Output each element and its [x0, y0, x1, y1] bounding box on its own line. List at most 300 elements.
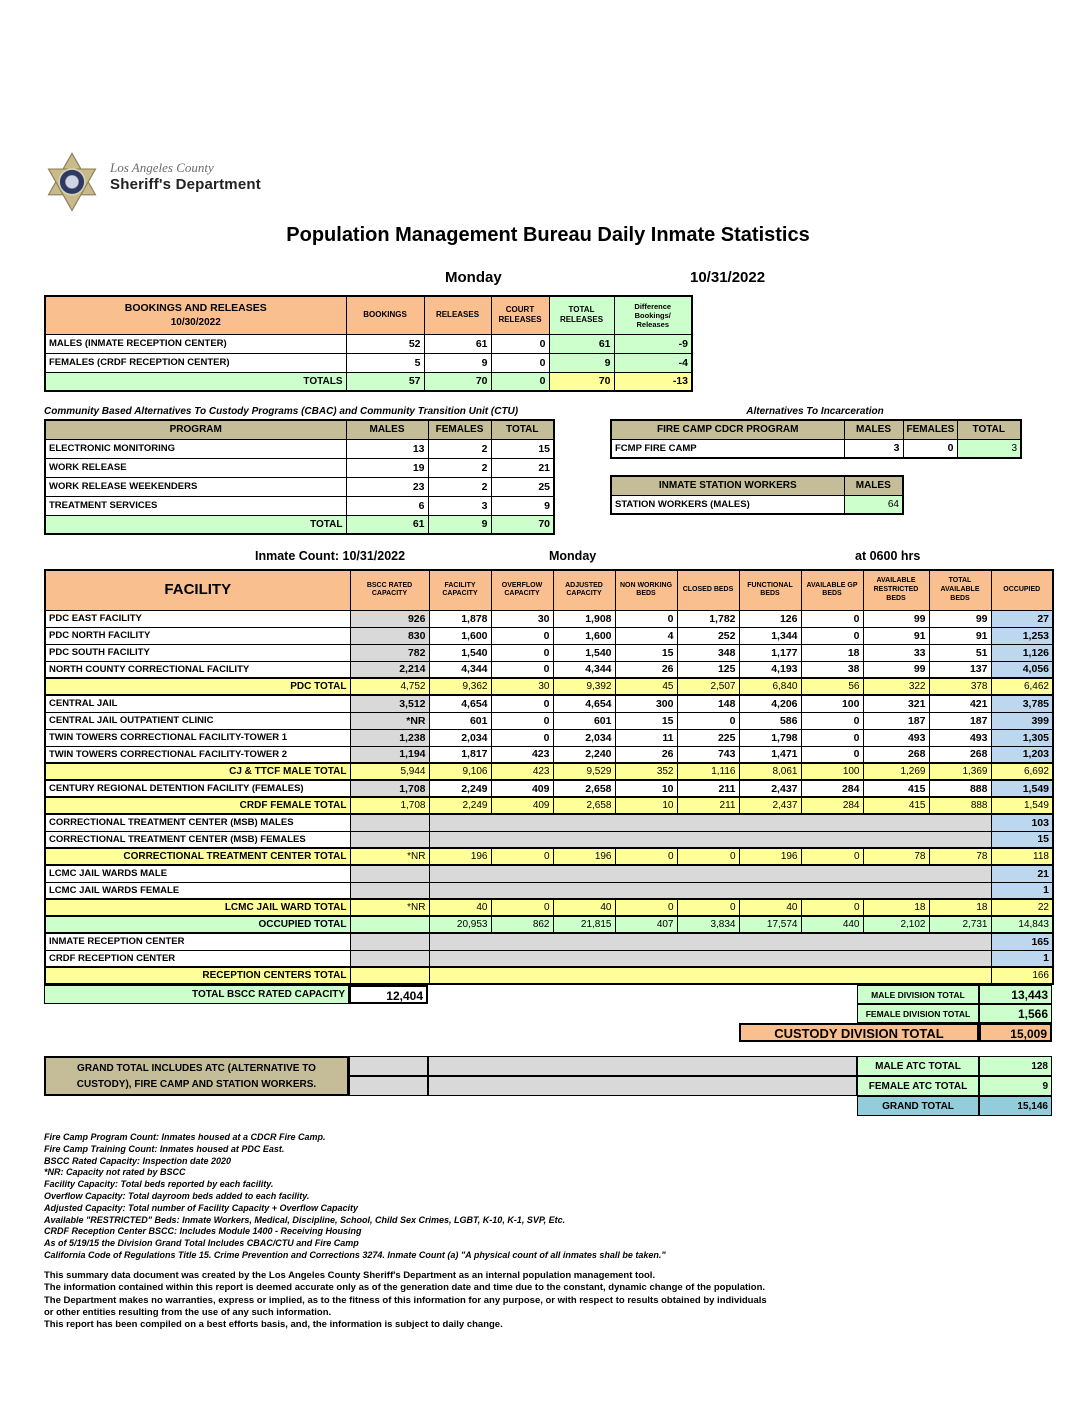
facility-cell: 137: [929, 661, 991, 678]
facility-total-row: [45, 678, 1053, 695]
facility-label: PDC NORTH FACILITY: [45, 627, 350, 644]
inmate-count-date: Inmate Count: 10/31/2022: [255, 549, 406, 563]
fire-camp-table: [610, 419, 1022, 459]
facility-total-cell: 423: [491, 763, 553, 780]
facility-cell: 1,817: [429, 746, 491, 763]
bookings-totals-cell: 57: [346, 372, 424, 391]
cbac-program-label: TREATMENT SERVICES: [45, 496, 346, 515]
facility-total-cell: 9,106: [429, 763, 491, 780]
facility-total-cell: 100: [801, 763, 863, 780]
custody-division-row: [44, 1023, 1052, 1042]
bookings-row: [45, 353, 692, 372]
facility-total-bscc: *NR: [350, 848, 429, 865]
facility-cell: 421: [929, 695, 991, 712]
facility-bscc-capacity: [350, 950, 429, 967]
facility-total-cell: 17,574: [739, 916, 801, 933]
inmate-count-day: Monday: [549, 549, 597, 563]
facility-cell: 99: [929, 610, 991, 627]
cbac-title: Community Based Alternatives To Custody Programs (CBAC) and Community Transition Unit (CTU): [44, 406, 519, 417]
facility-total-cell: 0: [491, 848, 553, 865]
footnote-line: Adjusted Capacity: Total number of Facility Capacity + Overflow Capacity: [44, 1202, 358, 1213]
male-division-total-value: 13,443: [979, 985, 1052, 1004]
facility-cell: 15: [615, 644, 677, 661]
column-header-station-workers: INMATE STATION WORKERS: [611, 476, 844, 495]
cbac-totals-label: TOTAL: [45, 515, 346, 534]
inmate-count-header: [44, 549, 1052, 567]
facility-total-cell: 0: [677, 848, 739, 865]
facility-label: CENTRAL JAIL OUTPATIENT CLINIC: [45, 712, 350, 729]
bookings-row-label: FEMALES (CRDF RECEPTION CENTER): [45, 353, 346, 372]
facility-cell: 493: [863, 729, 929, 746]
facility-cell: 211: [677, 780, 739, 797]
bookings-cell: 0: [491, 334, 549, 353]
bookings-table-title: [45, 296, 346, 334]
facility-occupied: 3,785: [991, 695, 1053, 712]
facility-cell: 586: [739, 712, 801, 729]
facility-cell: 0: [615, 610, 677, 627]
bookings-cell: 0: [491, 353, 549, 372]
column-header-total-available-beds: TOTAL AVAILABLE BEDS: [929, 570, 991, 610]
facility-total-occupied: 1,549: [991, 797, 1053, 814]
facility-merged-span: [429, 967, 991, 984]
cbac-cell: 21: [491, 458, 554, 477]
facility-total-cell: 0: [801, 848, 863, 865]
facility-cell: 4,193: [739, 661, 801, 678]
facility-cell: 493: [929, 729, 991, 746]
facility-total-cell: 40: [553, 899, 615, 916]
facility-occupied: 15: [991, 831, 1053, 848]
facility-row: [45, 746, 1053, 763]
column-header-facility-capacity: FACILITY CAPACITY: [429, 570, 491, 610]
female-atc-total-label: FEMALE ATC TOTAL: [857, 1076, 979, 1096]
footnote-line: BSCC Rated Capacity: Inspection date 2020: [44, 1155, 232, 1166]
bookings-totals-label: TOTALS: [45, 372, 346, 391]
male-atc-total-value: 128: [979, 1056, 1052, 1076]
facility-total-cell: 45: [615, 678, 677, 695]
facility-total-cell: 1,269: [863, 763, 929, 780]
facility-total-bscc: *NR: [350, 899, 429, 916]
facility-cell: 91: [863, 627, 929, 644]
footnote-line: Available "RESTRICTED" Beds: Inmate Workers, Medical, Discipline, School, Child Sex Crimes, LGBT, K-10, K-1, SVP, Etc.: [44, 1214, 566, 1225]
total-bscc-row: [44, 985, 1052, 1004]
facility-total-label: CORRECTIONAL TREATMENT CENTER TOTAL: [45, 848, 350, 865]
facility-label: NORTH COUNTY CORRECTIONAL FACILITY: [45, 661, 350, 678]
column-header-program: PROGRAM: [45, 420, 346, 439]
facility-total-cell: 78: [863, 848, 929, 865]
facility-cell: 1,471: [739, 746, 801, 763]
facility-cell: 1,600: [553, 627, 615, 644]
total-bscc-value: 12,404: [349, 985, 428, 1004]
facility-total-cell: 8,061: [739, 763, 801, 780]
facility-label: LCMC JAIL WARDS FEMALE: [45, 882, 350, 899]
fire-camp-label: FCMP FIRE CAMP: [611, 439, 844, 458]
facility-cell: 33: [863, 644, 929, 661]
cbac-table: [44, 419, 555, 535]
facility-total-bscc: 1,708: [350, 797, 429, 814]
bookings-cell: 9: [424, 353, 491, 372]
facility-cell: 38: [801, 661, 863, 678]
facility-total-cell: 378: [929, 678, 991, 695]
facility-total-cell: 2,102: [863, 916, 929, 933]
spacer: [349, 1096, 428, 1116]
grand-total-value: 15,146: [979, 1096, 1052, 1116]
footnotes: [44, 1132, 1052, 1262]
facility-occupied: 1,305: [991, 729, 1053, 746]
column-header-non-working-beds: NON WORKING BEDS: [615, 570, 677, 610]
facility-row: [45, 712, 1053, 729]
spacer: [428, 1096, 857, 1116]
column-header-overflow-capacity: OVERFLOW CAPACITY: [491, 570, 553, 610]
facility-cell: 11: [615, 729, 677, 746]
column-header-males: MALES: [844, 476, 903, 495]
station-workers-row: [611, 495, 903, 514]
facility-occupied: 21: [991, 865, 1053, 882]
sheriff-star-logo-icon: [44, 152, 100, 214]
facility-total-cell: 78: [929, 848, 991, 865]
facility-label: INMATE RECEPTION CENTER: [45, 933, 350, 950]
column-header-available-gp-beds: AVAILABLE GP BEDS: [801, 570, 863, 610]
facility-total-cell: 3,834: [677, 916, 739, 933]
weekday-label: Monday: [445, 269, 502, 286]
facility-total-cell: 9,362: [429, 678, 491, 695]
facility-total-cell: 0: [801, 899, 863, 916]
facility-row: [45, 695, 1053, 712]
facility-cell: 4,344: [429, 661, 491, 678]
facility-cell: 1,878: [429, 610, 491, 627]
female-atc-total-value: 9: [979, 1076, 1052, 1096]
cbac-cell: 9: [491, 496, 554, 515]
footnote-line: California Code of Regulations Title 15. Crime Prevention and Corrections 3274. Inmate Count (a) "A physical count of all inmates shall be taken.": [44, 1249, 666, 1260]
facility-total-cell: 211: [677, 797, 739, 814]
facility-bscc-capacity: 3,512: [350, 695, 429, 712]
facility-cell: 99: [863, 661, 929, 678]
footnote-line: Facility Capacity: Total beds reported by each facility.: [44, 1179, 274, 1190]
facility-total-bscc: [350, 916, 429, 933]
facility-row: [45, 950, 1053, 967]
facility-total-cell: 40: [429, 899, 491, 916]
facility-total-cell: 1,116: [677, 763, 739, 780]
facility-row: [45, 729, 1053, 746]
facility-row: [45, 644, 1053, 661]
facility-total-cell: 440: [801, 916, 863, 933]
facility-cell: 99: [863, 610, 929, 627]
custody-division-total-value: 15,009: [979, 1023, 1052, 1042]
disclaimer-line: This report has been compiled on a best efforts basis, and, the information is subject to daily change.: [44, 1319, 503, 1331]
facility-total-cell: 2,437: [739, 797, 801, 814]
facility-cell: 300: [615, 695, 677, 712]
footnote-line: Fire Camp Program Count: Inmates housed at a CDCR Fire Camp.: [44, 1132, 326, 1142]
facility-cell: 348: [677, 644, 739, 661]
disclaimer-line: The information contained within this report is deemed accurate only as of the generation date and time due to the constant, dynamic change of the population.: [44, 1282, 766, 1294]
female-division-total-value: 1,566: [979, 1004, 1052, 1023]
facility-cell: 4,344: [553, 661, 615, 678]
facility-label: CRDF RECEPTION CENTER: [45, 950, 350, 967]
facility-total-cell: 407: [615, 916, 677, 933]
cbac-cell: 23: [346, 477, 428, 496]
facility-total-cell: 196: [553, 848, 615, 865]
facility-label: CENTRAL JAIL: [45, 695, 350, 712]
facility-total-row: [45, 967, 1053, 984]
facility-bscc-capacity: 1,194: [350, 746, 429, 763]
facility-total-cell: 9,529: [553, 763, 615, 780]
facility-label: CORRECTIONAL TREATMENT CENTER (MSB) MALES: [45, 814, 350, 831]
facility-cell: 409: [491, 780, 553, 797]
bookings-releases-table: [44, 295, 693, 392]
facility-cell: 0: [801, 746, 863, 763]
facility-total-cell: 284: [801, 797, 863, 814]
facility-total-occupied: 118: [991, 848, 1053, 865]
facility-cell: 0: [491, 712, 553, 729]
facility-cell: 321: [863, 695, 929, 712]
footnote-line: Fire Camp Training Count: Inmates housed at PDC East.: [44, 1143, 285, 1154]
facility-label: CORRECTIONAL TREATMENT CENTER (MSB) FEMALES: [45, 831, 350, 848]
facility-total-cell: 40: [739, 899, 801, 916]
facility-cell: 10: [615, 780, 677, 797]
facility-total-occupied: 6,462: [991, 678, 1053, 695]
column-header-facility: FACILITY: [45, 570, 350, 610]
bookings-cell: 5: [346, 353, 424, 372]
facility-total-row: [45, 848, 1053, 865]
facility-cell: 268: [929, 746, 991, 763]
facility-occupied: 1: [991, 882, 1053, 899]
footnote-line: CRDF Reception Center BSCC: Includes Module 1400 - Receiving Housing: [44, 1226, 362, 1237]
column-header-bookings: BOOKINGS: [346, 296, 424, 334]
column-header-functional-beds: FUNCTIONAL BEDS: [739, 570, 801, 610]
cbac-totals-cell: 9: [428, 515, 491, 534]
facility-cell: 1,600: [429, 627, 491, 644]
facility-row: [45, 882, 1053, 899]
facility-label: TWIN TOWERS CORRECTIONAL FACILITY-TOWER 1: [45, 729, 350, 746]
disclaimer-line: or other entities resulting from the use of any such information.: [44, 1306, 332, 1318]
facility-cell: 4,654: [429, 695, 491, 712]
spacer: [44, 1096, 349, 1116]
facility-row: [45, 627, 1053, 644]
cbac-program-label: WORK RELEASE: [45, 458, 346, 477]
facility-cell: 91: [929, 627, 991, 644]
facility-cell: 284: [801, 780, 863, 797]
facility-total-row: [45, 916, 1053, 933]
bookings-totals-cell: 70: [424, 372, 491, 391]
facility-cell: 1,798: [739, 729, 801, 746]
cbac-row: [45, 439, 554, 458]
facility-cell: 888: [929, 780, 991, 797]
cbac-totals-cell: 70: [491, 515, 554, 534]
fire-camp-row: [611, 439, 1021, 458]
fire-camp-total: 3: [957, 439, 1021, 458]
cbac-totals-row: [45, 515, 554, 534]
facility-cell: 0: [491, 729, 553, 746]
agency-name: [110, 152, 261, 193]
facility-cell: 0: [491, 627, 553, 644]
column-header-females: FEMALES: [428, 420, 491, 439]
cbac-cell: 2: [428, 439, 491, 458]
facility-cell: 187: [863, 712, 929, 729]
facility-total-row: [45, 763, 1053, 780]
cbac-totals-cell: 61: [346, 515, 428, 534]
facility-cell: 601: [553, 712, 615, 729]
bookings-title-date: 10/30/2022: [170, 317, 221, 329]
facility-cell: 18: [801, 644, 863, 661]
bookings-totals-row: [45, 372, 692, 391]
facility-total-cell: 0: [615, 848, 677, 865]
column-header-court-releases: COURT RELEASES: [491, 296, 549, 334]
column-header-total-releases: TOTAL RELEASES: [549, 296, 614, 334]
facility-row: [45, 814, 1053, 831]
column-header-adjusted-capacity: ADJUSTED CAPACITY: [553, 570, 615, 610]
facility-cell: 187: [929, 712, 991, 729]
bookings-title-line1: BOOKINGS AND RELEASES: [124, 302, 267, 315]
facility-cell: 1,782: [677, 610, 739, 627]
facility-total-label: CJ & TTCF MALE TOTAL: [45, 763, 350, 780]
facility-merged-span: [429, 865, 991, 882]
facility-total-cell: 2,731: [929, 916, 991, 933]
facility-bscc-capacity: 782: [350, 644, 429, 661]
facility-total-cell: 415: [863, 797, 929, 814]
cbac-program-label: ELECTRONIC MONITORING: [45, 439, 346, 458]
cbac-block: [44, 406, 555, 535]
female-division-row: [44, 1004, 1052, 1023]
facility-bscc-capacity: [350, 882, 429, 899]
footnote-line: *NR: Capacity not rated by BSCC: [44, 1167, 186, 1178]
facility-cell: 15: [615, 712, 677, 729]
cbac-program-label: WORK RELEASE WEEKENDERS: [45, 477, 346, 496]
facility-occupied: 1,203: [991, 746, 1053, 763]
facility-total-cell: 888: [929, 797, 991, 814]
column-header-females: FEMALES: [903, 420, 957, 439]
bookings-totals-cell: 70: [549, 372, 614, 391]
grand-total-label: GRAND TOTAL: [857, 1096, 979, 1116]
facility-total-cell: 0: [615, 899, 677, 916]
bookings-cell: 61: [549, 334, 614, 353]
facility-cell: 148: [677, 695, 739, 712]
facility-total-cell: 196: [739, 848, 801, 865]
facility-cell: 0: [491, 644, 553, 661]
facility-cell: 0: [801, 627, 863, 644]
facility-bscc-capacity: [350, 865, 429, 882]
facility-bscc-capacity: 1,238: [350, 729, 429, 746]
grand-total-note: GRAND TOTAL INCLUDES ATC (ALTERNATIVE TO CUSTODY), FIRE CAMP AND STATION WORKERS.: [44, 1056, 349, 1096]
facility-total-cell: 0: [677, 899, 739, 916]
column-header-bscc-rated-capacity: BSCC RATED CAPACITY: [350, 570, 429, 610]
female-division-total-label: FEMALE DIVISION TOTAL: [857, 1004, 979, 1023]
facility-total-cell: 56: [801, 678, 863, 695]
facility-total-cell: 409: [491, 797, 553, 814]
spacer: [44, 1004, 857, 1023]
column-header-occupied: OCCUPIED: [991, 570, 1053, 610]
facility-merged-span: [429, 933, 991, 950]
facility-cell: 30: [491, 610, 553, 627]
facility-total-occupied: 6,692: [991, 763, 1053, 780]
facility-cell: 2,240: [553, 746, 615, 763]
disclaimer-line: This summary data document was created by the Los Angeles County Sheriff's Department as an internal population management tool.: [44, 1269, 656, 1281]
disclaimer: [44, 1270, 1052, 1332]
column-header-total: TOTAL: [957, 420, 1021, 439]
facility-cell: 4,654: [553, 695, 615, 712]
agency-department: Sheriff's Department: [110, 176, 261, 193]
facility-occupied: 1,126: [991, 644, 1053, 661]
facility-row: [45, 831, 1053, 848]
facility-total-row: [45, 797, 1053, 814]
facility-cell: 0: [491, 661, 553, 678]
day-date-row: [44, 269, 1052, 289]
facility-occupied: 4,056: [991, 661, 1053, 678]
facility-occupied: 1,253: [991, 627, 1053, 644]
facility-total-cell: 322: [863, 678, 929, 695]
facility-total-cell: 2,249: [429, 797, 491, 814]
facility-total-occupied: 14,843: [991, 916, 1053, 933]
facility-label: PDC EAST FACILITY: [45, 610, 350, 627]
facility-total-cell: 18: [863, 899, 929, 916]
facility-occupied: 1,549: [991, 780, 1053, 797]
column-header-total: TOTAL: [491, 420, 554, 439]
cbac-cell: 2: [428, 458, 491, 477]
cbac-cell: 15: [491, 439, 554, 458]
facility-cell: 1,344: [739, 627, 801, 644]
empty-cell: [349, 1056, 428, 1076]
column-header-difference: Difference Bookings/ Releases: [614, 296, 692, 334]
station-workers-label: STATION WORKERS (MALES): [611, 495, 844, 514]
cbac-cell: 2: [428, 477, 491, 496]
facility-cell: 0: [801, 610, 863, 627]
cbac-row: [45, 496, 554, 515]
footnote-line: As of 5/19/15 the Division Grand Total Includes CBAC/CTU and Fire Camp: [44, 1238, 359, 1249]
facility-label: PDC SOUTH FACILITY: [45, 644, 350, 661]
column-header-available-restricted-beds: AVAILABLE RESTRICTED BEDS: [863, 570, 929, 610]
cbac-cell: 13: [346, 439, 428, 458]
facility-cell: 252: [677, 627, 739, 644]
facility-total-cell: 9,392: [553, 678, 615, 695]
facility-total-bscc: [350, 967, 429, 984]
facility-total-cell: 2,507: [677, 678, 739, 695]
facility-bscc-capacity: 1,708: [350, 780, 429, 797]
bookings-row-label: MALES (INMATE RECEPTION CENTER): [45, 334, 346, 353]
facility-cell: 26: [615, 661, 677, 678]
empty-cell: [428, 1056, 857, 1076]
male-division-total-label: MALE DIVISION TOTAL: [857, 985, 979, 1004]
facility-merged-span: [429, 882, 991, 899]
facility-cell: 268: [863, 746, 929, 763]
facility-bscc-capacity: 830: [350, 627, 429, 644]
empty-cell: [349, 1076, 428, 1096]
facility-total-label: CRDF FEMALE TOTAL: [45, 797, 350, 814]
facility-occupied: 27: [991, 610, 1053, 627]
facility-total-cell: 862: [491, 916, 553, 933]
facility-cell: 2,034: [429, 729, 491, 746]
facility-label: CENTURY REGIONAL DETENTION FACILITY (FEMALES): [45, 780, 350, 797]
bookings-cell: -9: [614, 334, 692, 353]
facility-label: LCMC JAIL WARDS MALE: [45, 865, 350, 882]
facility-occupied: 103: [991, 814, 1053, 831]
spacer: [428, 985, 857, 1004]
facility-cell: 2,658: [553, 780, 615, 797]
facility-cell: 0: [677, 712, 739, 729]
bookings-cell: 9: [549, 353, 614, 372]
programs-section: [44, 406, 1052, 535]
facility-statistics-table: [44, 569, 1054, 985]
bookings-totals-cell: 0: [491, 372, 549, 391]
fire-camp-males: 3: [844, 439, 903, 458]
column-header-males: MALES: [844, 420, 903, 439]
grand-total-block: [44, 1056, 1052, 1116]
facility-bscc-capacity: 926: [350, 610, 429, 627]
facility-cell: 26: [615, 746, 677, 763]
facility-bscc-capacity: [350, 814, 429, 831]
empty-cell: [428, 1076, 857, 1096]
facility-cell: 4: [615, 627, 677, 644]
facility-total-cell: 6,840: [739, 678, 801, 695]
facility-cell: 2,034: [553, 729, 615, 746]
facility-total-bscc: 4,752: [350, 678, 429, 695]
